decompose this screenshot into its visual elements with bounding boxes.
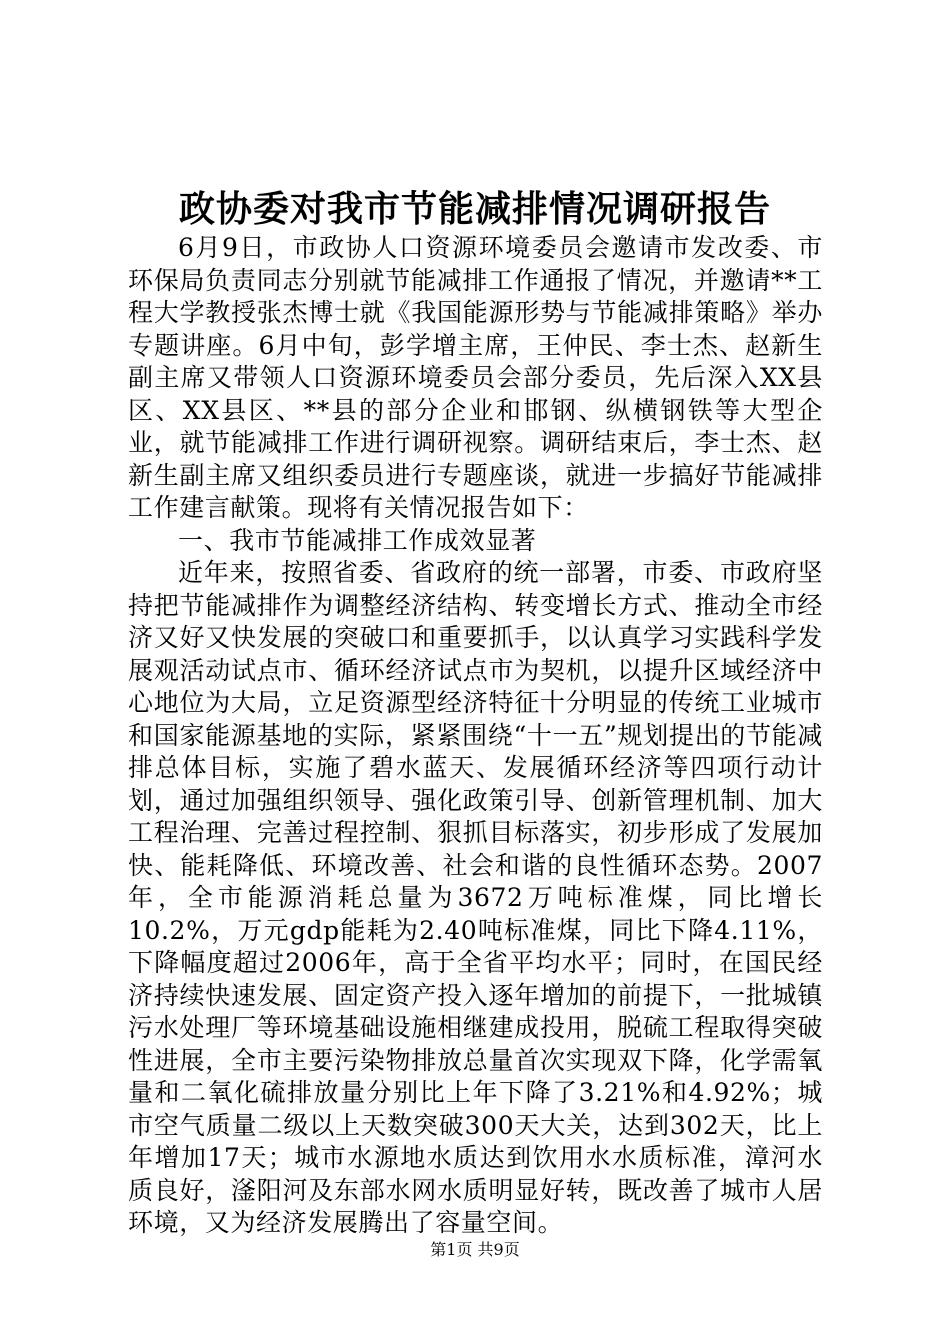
intro-paragraph: 6月9日，市政协人口资源环境委员会邀请市发改委、市环保局负责同志分别就节能减排工作通报了情况，并邀请**工程大学教授张杰博士就《我国能源形势与节能减排策略》举办专题讲座。6月中旬，彭学增主席，王仲民、李士杰、赵新生副主席又带领人口资源环境委员会部分委员，先后深入XX县区、XX县区、**县的部分企业和邯钢、纵横钢铁等大型企业，就节能减排工作进行调研视察。调研结束后，李士杰、赵新生副主席又组织委员进行专题座谈，就进一步搞好节能减排工作建言献策。现将有关情况报告如下：	[128, 233, 823, 522]
section-heading: 一、我市节能减排工作成效显著	[178, 525, 537, 555]
document-title: 政协委对我市节能减排情况调研报告	[178, 188, 771, 230]
section-paragraph: 近年来，按照省委、省政府的统一部署，市委、市政府坚持把节能减排作为调整经济结构、转变增长方式、推动全市经济又好又快发展的突破口和重要抓手，以认真学习实践科学发展观活动试点市、循环经济试点市为契机，以提升区域经济中心地位为大局，立足资源型经济特征十分明显的传统工业城市和国家能源基地的实际，紧紧围绕“十一五”规划提出的节能减排总体目标，实施了碧水蓝天、发展循环经济等四项行动计划，通过加强组织领导、强化政策引导、创新管理机制、加大工程治理、完善过程控制、狠抓目标落实，初步形成了发展加快、能耗降低、环境改善、社会和谐的良性循环态势。2007年，全市能源消耗总量为3672万吨标准煤，同比增长10.2%，万元gdp能耗为2.40吨标准煤，同比下降4.11%，下降幅度超过2006年，高于全省平均水平；同时，在国民经济持续快速发展、固定资产投入逐年增加的前提下，一批城镇污水处理厂等环境基础设施相继建成投用，脱硫工程取得突破性进展，全市主要污染物排放总量首次实现双下降，化学需氧量和二氧化硫排放量分别比上年下降了3.21%和4.92%；城市空气质量二级以上天数突破300天大关，达到302天，比上年增加17天；城市水源地水质达到饮用水水质标准，漳河水质良好，滏阳河及东部水网水质明显好转，既改善了城市人居环境，又为经济发展腾出了容量空间。	[128, 558, 823, 1237]
document-body	[128, 232, 823, 1240]
page-number-footer: 第1页 共9页	[430, 1240, 520, 1259]
